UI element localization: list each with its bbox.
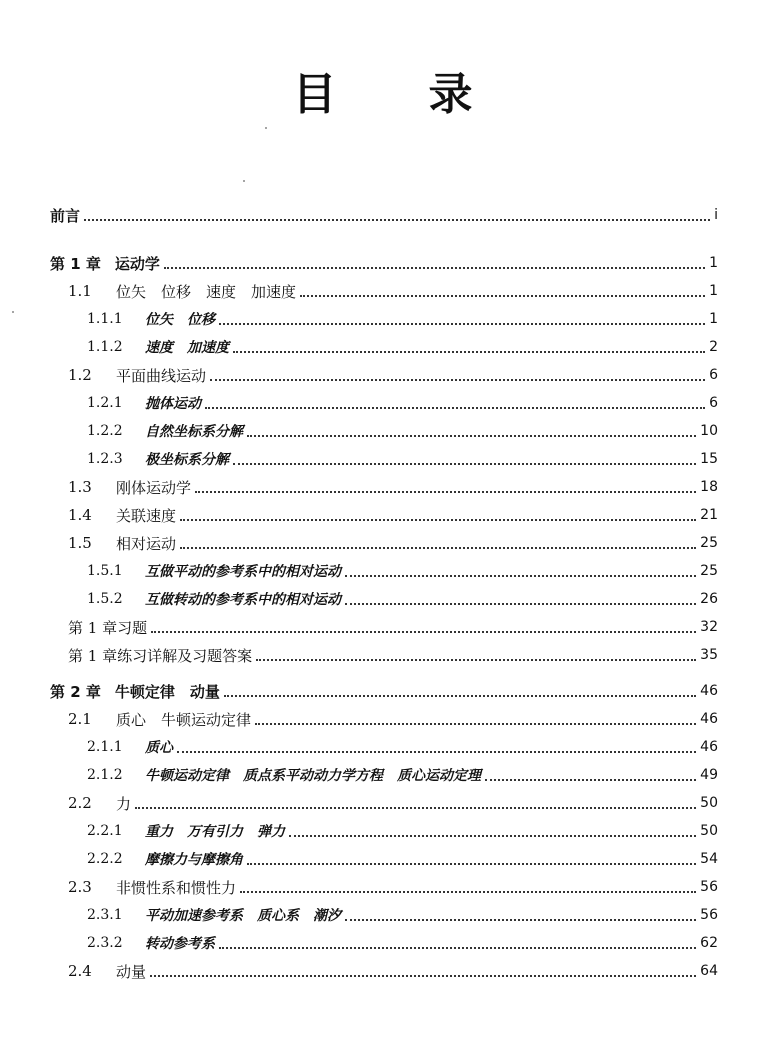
toc-entry-number: 2.1 [68,710,92,728]
scan-speck [243,180,245,182]
toc-entry-number: 1.4 [68,506,92,524]
toc-entry-page: 50 [700,795,718,811]
toc-entry-title: 前言 [50,206,81,225]
toc-entry[interactable] [50,789,718,817]
toc-entry-title: 牛顿运动定律 质点系平动动力学方程 质心运动定理 [145,768,481,784]
toc-entry-title: 摩擦力与摩擦角 [145,852,243,868]
toc-entry-title: 运动学 [114,254,160,273]
toc-entry-number: 1.1.2 [87,339,123,355]
toc-entry-page: 56 [700,907,718,923]
dot-leader [84,217,710,221]
dot-leader [256,657,696,661]
chapter-1-entries [50,277,718,669]
toc-entry[interactable] [50,361,718,389]
toc-entry-title: 力 [116,794,132,813]
toc-entry-page: 54 [700,851,718,867]
toc-entry-number: 2.1.1 [87,739,123,755]
toc-entry[interactable] [50,529,718,557]
toc-entry-title: 相对运动 [116,534,177,553]
toc-entry-number: 2.3.1 [87,907,123,923]
dot-leader [210,377,705,381]
toc-entry-title: 第 1 章练习详解及习题答案 [68,646,253,665]
toc-entry-number: 2.3.2 [87,935,123,951]
dot-leader [195,489,696,493]
dot-leader [300,293,705,297]
toc-entry-title: 刚体运动学 [116,478,192,497]
toc-entry-title: 位矢 位移 速度 加速度 [116,282,297,301]
toc-entry[interactable] [50,733,718,761]
toc-entry-title: 平动加速参考系 质心系 潮汐 [145,908,341,924]
toc-entry[interactable] [50,389,718,417]
toc-entry-title: 极坐标系分解 [145,452,229,468]
toc-entry-title: 平面曲线运动 [116,366,207,385]
toc-entry-number: 1.5 [68,534,92,552]
toc-entry-number: 1.2.1 [87,395,123,411]
dot-leader [345,573,696,577]
toc-entry[interactable] [50,277,718,305]
dot-leader [150,973,696,977]
toc-entry[interactable] [50,333,718,361]
dot-leader [219,945,696,949]
toc-entry[interactable] [50,761,718,789]
dot-leader [180,545,696,549]
page-title [0,58,765,122]
toc-entry-number: 1.5.1 [87,563,123,579]
toc-entry[interactable] [50,557,718,585]
toc-entry[interactable] [50,929,718,957]
toc-entry[interactable] [50,613,718,641]
toc-entry-number: 2.2.2 [87,851,123,867]
toc-entry-title: 转动参考系 [145,936,215,952]
toc-entry-page: 1 [709,255,718,271]
dot-leader [224,693,696,697]
toc-entry-page: 10 [700,423,718,439]
toc-entry-title: 关联速度 [116,506,177,525]
toc-entry-page: 2 [709,339,718,355]
toc-entry-number: 1.5.2 [87,591,123,607]
dot-leader [247,861,696,865]
scan-speck [265,127,267,129]
toc-entry-number: 1.1 [68,282,92,300]
toc-entry[interactable] [50,585,718,613]
toc-entry-number: 1.3 [68,478,92,496]
title-char-1: 目 [292,69,337,120]
spacer [50,669,718,677]
toc-entry-title: 重力 万有引力 弹力 [145,824,285,840]
dot-leader [177,749,696,753]
toc-entry-page: 56 [700,879,718,895]
toc-entry[interactable] [50,641,718,669]
chapter-2-entries [50,705,718,985]
toc-entry-title: 质心 [145,740,173,756]
toc-entry-page: 25 [700,535,718,551]
toc-entry[interactable] [50,501,718,529]
toc-entry-number: 2.1.2 [87,767,123,783]
toc-entry-page: 26 [700,591,718,607]
toc-entry[interactable] [50,873,718,901]
toc-entry-title: 位矢 位移 [145,312,215,328]
dot-leader [205,405,705,409]
dot-leader [247,433,696,437]
dot-leader [255,721,696,725]
toc-entry-page: 1 [709,311,718,327]
dot-leader [345,601,696,605]
toc-entry-title: 第 1 章习题 [68,618,148,637]
toc-entry-page: i [714,207,718,223]
toc-entry[interactable] [50,445,718,473]
toc-entry-title: 牛顿定律 动量 [114,682,220,701]
toc-entry-page: 32 [700,619,718,635]
toc-entry-title: 速度 加速度 [145,340,229,356]
toc-entry-number: 2.2.1 [87,823,123,839]
toc-entry-preface[interactable] [50,201,718,229]
toc-entry[interactable] [50,305,718,333]
dot-leader [180,517,696,521]
toc-entry-number: 2.3 [68,878,92,896]
toc-entry-page: 18 [700,479,718,495]
toc-entry-page: 50 [700,823,718,839]
toc-entry[interactable] [50,417,718,445]
toc-entry-page: 15 [700,451,718,467]
toc-entry[interactable] [50,957,718,985]
dot-leader [151,629,696,633]
toc-entry[interactable] [50,473,718,501]
dot-leader [135,805,696,809]
toc-entry-page: 35 [700,647,718,663]
toc-entry-title: 互做转动的参考系中的相对运动 [145,592,341,608]
toc-entry[interactable] [50,845,718,873]
toc-entry-number: 2.2 [68,794,92,812]
toc-entry-title: 非惯性系和惯性力 [116,878,237,897]
toc-entry-page: 6 [709,367,718,383]
dot-leader [345,917,696,921]
toc-entry-page: 49 [700,767,718,783]
dot-leader [233,349,705,353]
toc-entry[interactable] [50,901,718,929]
table-of-contents [50,201,718,985]
toc-entry-page: 62 [700,935,718,951]
toc-entry-number: 1.1.1 [87,311,123,327]
dot-leader [233,461,696,465]
spacer [50,229,718,249]
toc-entry-number: 1.2 [68,366,92,384]
toc-entry-page: 1 [709,283,718,299]
toc-entry-number: 第 1 章 [50,254,101,273]
toc-entry-title: 互做平动的参考系中的相对运动 [145,564,341,580]
toc-entry[interactable] [50,817,718,845]
toc-entry-page: 21 [700,507,718,523]
toc-entry[interactable] [50,705,718,733]
toc-entry-number: 第 2 章 [50,682,101,701]
toc-entry-title: 动量 [116,962,147,981]
toc-entry-page: 46 [700,711,718,727]
toc-entry-title: 抛体运动 [145,396,201,412]
dot-leader [240,889,696,893]
scan-speck [12,311,14,313]
toc-entry-chapter-1[interactable] [50,249,718,277]
toc-entry-chapter-2[interactable] [50,677,718,705]
dot-leader [485,777,696,781]
toc-entry-number: 1.2.3 [87,451,123,467]
toc-entry-page: 46 [700,739,718,755]
toc-entry-page: 25 [700,563,718,579]
title-char-2: 录 [428,69,473,120]
toc-entry-number: 1.2.2 [87,423,123,439]
dot-leader [219,321,705,325]
toc-entry-title: 自然坐标系分解 [145,424,243,440]
toc-entry-page: 6 [709,395,718,411]
dot-leader [289,833,696,837]
dot-leader [164,265,705,269]
toc-entry-page: 46 [700,683,718,699]
toc-entry-number: 2.4 [68,962,92,980]
toc-entry-page: 64 [700,963,718,979]
toc-entry-title: 质心 牛顿运动定律 [116,710,252,729]
